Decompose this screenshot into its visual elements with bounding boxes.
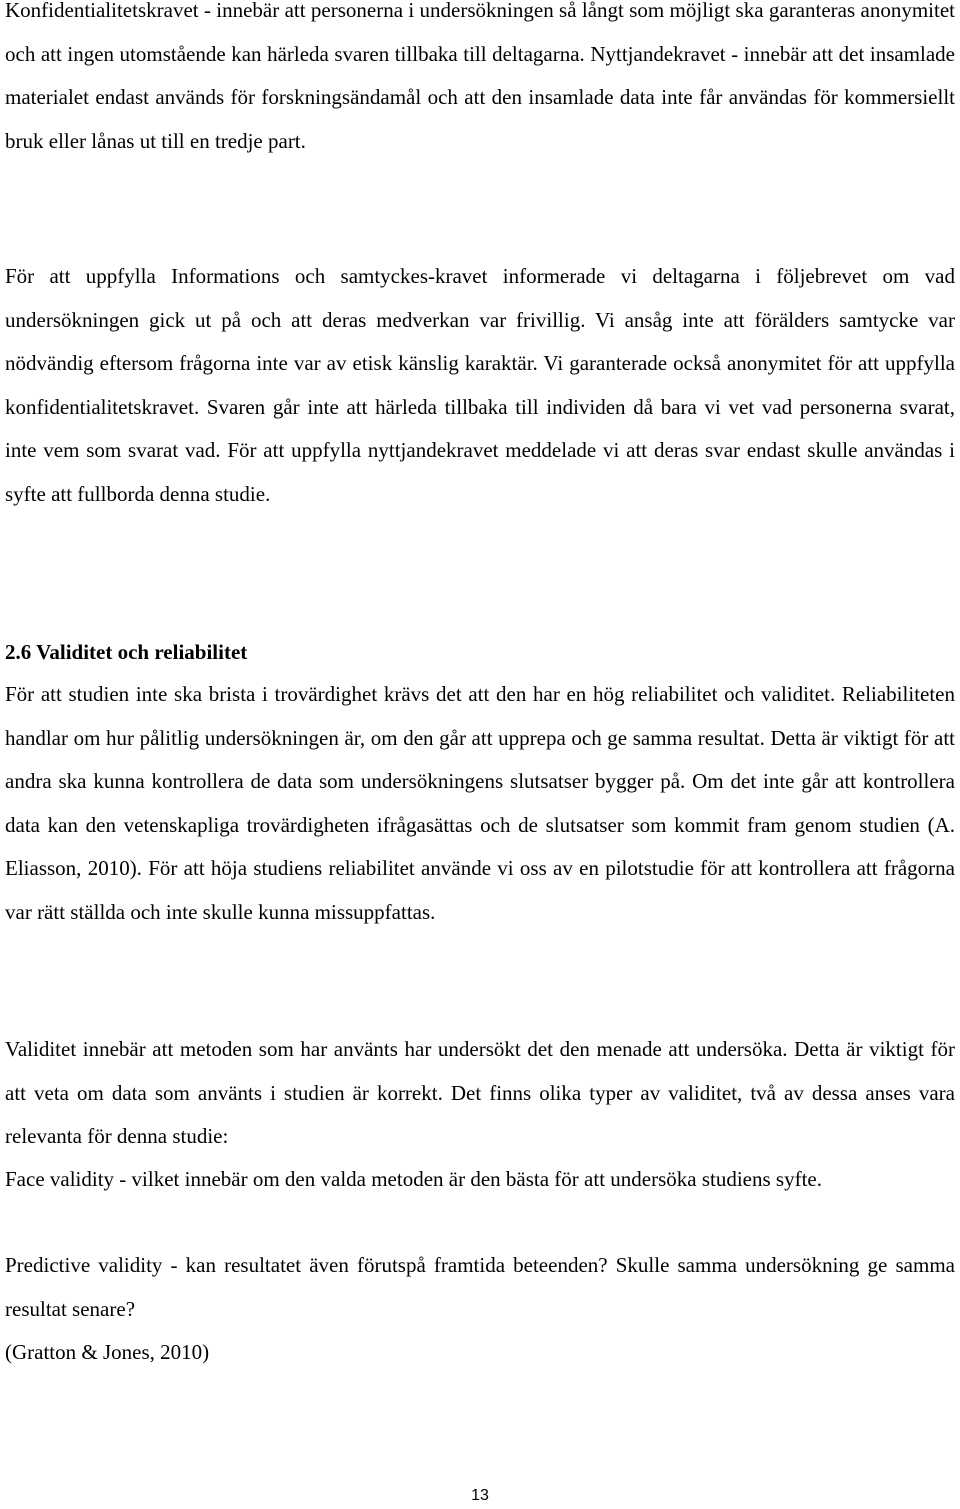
paragraph-consent: För att uppfylla Informations och samtyckes-kravet informerade vi deltagarna i följebrevet om vad undersökningen gick ut på och att deras medverkan var frivillig. Vi ansåg inte att förälders samtycke var nödvändig eftersom frågorna inte var av etisk känslig karaktär. Vi garanterade också anonymitet för att uppfylla konfidentialitetskravet. Svaren går inte att härleda tillbaka till individen då bara vi vet vad personerna svarat, inte vem som svarat vad. För att uppfylla nyttjandekravet meddelade vi att deras svar endast skulle användas i syfte att fullborda denna studie. (5, 264, 955, 506)
citation: (Gratton & Jones, 2010) (5, 1340, 210, 1364)
section-heading: 2.6 Validitet och reliabilitet (5, 640, 248, 664)
paragraph-predictive-validity: Predictive validity - kan resultatet även förutspå framtida beteenden? Skulle samma undersökning ge samma resultat senare? (5, 1253, 955, 1321)
paragraph-ethics-requirements: Konfidentialitetskravet - innebär att personerna i undersökningen så långt som möjligt ska garanteras anonymitet och att ingen utomstående kan härleda svaren tillbaka till deltagarna. Nyttjandekravet - innebär att det insamlade materialet endast används för forskningsändamål och att den insamlade data inte får användas för kommersiellt bruk eller lånas ut till en tredje part. (5, 0, 955, 153)
paragraph-reliability: För att studien inte ska brista i trovärdighet krävs det att den har en hög reliabilitet och validitet. Reliabiliteten handlar om hur pålitlig undersökningen är, om den går att upprepa och ge samma resultat. Detta är viktigt för att andra ska kunna kontrollera de data som undersökningens slutsatser bygger på. Om det inte går att kontrollera data kan den vetenskapliga trovärdigheten ifrågasättas och de slutsatser som kommit fram genom studien (A. Eliasson, 2010). För att höja studiens reliabilitet använde vi oss av en pilotstudie för att kontrollera att frågorna var rätt ställda och inte skulle kunna missuppfattas. (5, 682, 955, 924)
paragraph-validity: Validitet innebär att metoden som har använts har undersökt det den menade att undersöka. Detta är viktigt för att veta om data som använts i studien är korrekt. Det finns olika typer av validitet, två av dessa anses vara relevanta för denna studie: (5, 1037, 955, 1148)
paragraph-face-validity: Face validity - vilket innebär om den valda metoden är den bästa för att undersöka studiens syfte. (5, 1167, 823, 1191)
page-number: 13 (471, 1487, 489, 1504)
